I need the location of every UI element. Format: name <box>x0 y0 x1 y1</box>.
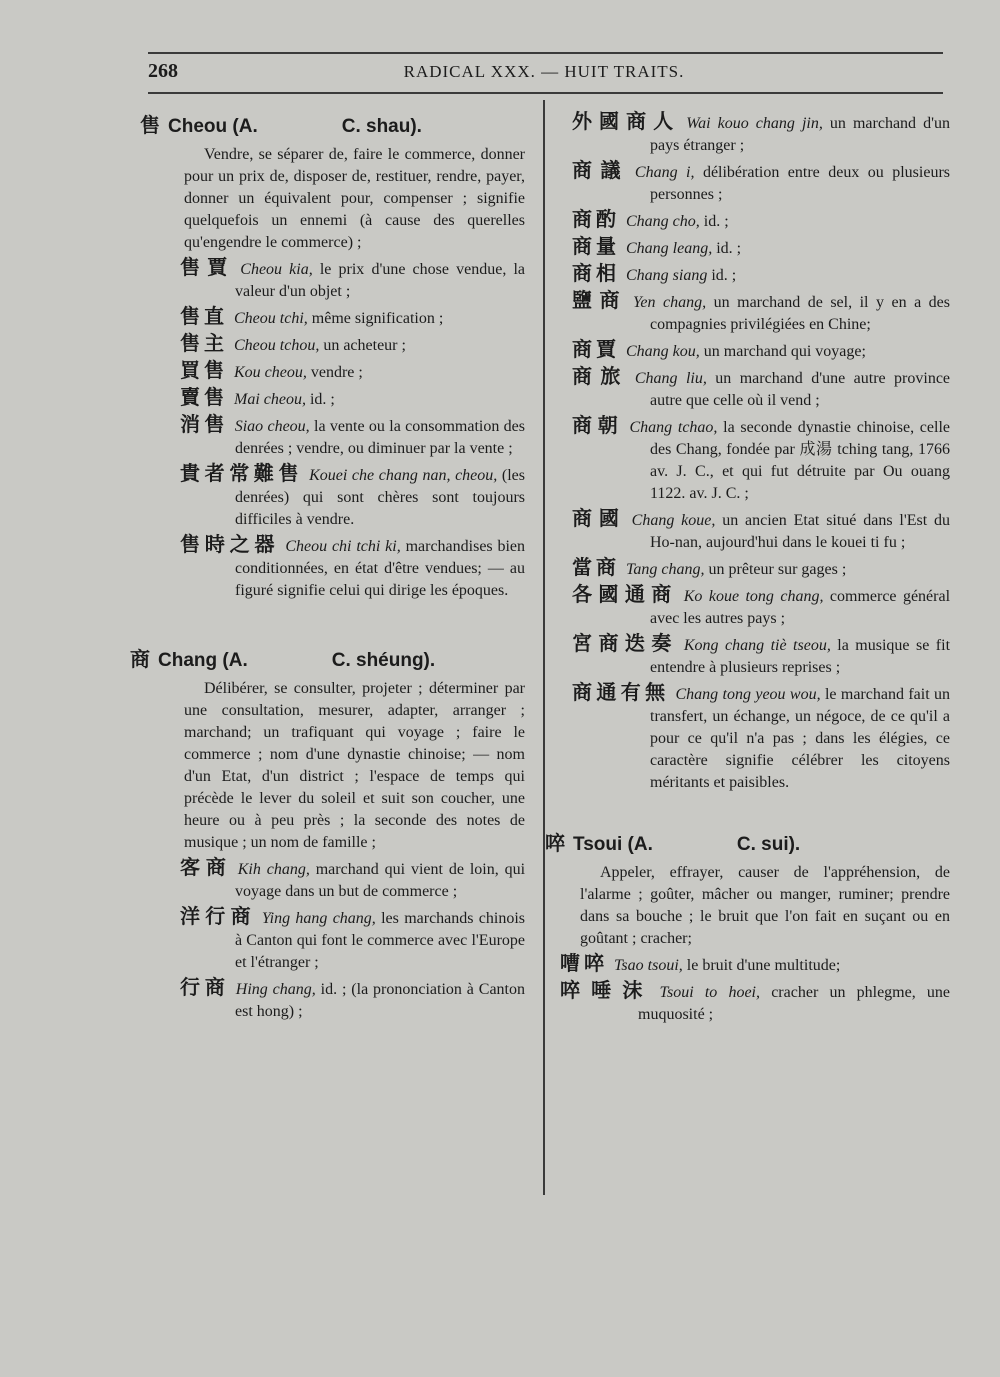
compound-romanization: Wai kouo chang jin, <box>686 115 823 132</box>
compound-characters: 商國 <box>572 506 626 530</box>
head-amoy: (A. <box>222 650 248 671</box>
compound-characters: 售時之器 <box>180 532 280 556</box>
page-number: 268 <box>148 60 178 82</box>
compound-entry <box>570 681 950 794</box>
entry-head-tsoui <box>545 832 950 856</box>
compound-romanization: Cheou kia, <box>240 261 313 278</box>
definition-tsoui: Appeler, effrayer, causer de l'appréhension, de l'alarme ; goûter, mâcher ou manger, ruminer; prendre dans sa bouche ; le bruit que l'on fait en suçant ou en goûtant ; cracher; <box>580 864 950 947</box>
compound-romanization: Chang siang <box>626 267 708 284</box>
compound-meaning: id. ; (la prononciation à Canton est hong) ; <box>235 981 526 1020</box>
compound-romanization: Tsoui to hoei, <box>659 984 761 1001</box>
compound-entry <box>570 110 950 157</box>
compound-entry <box>140 413 525 460</box>
compound-romanization: Chang leang, <box>626 240 713 257</box>
compound-entry <box>570 235 950 260</box>
compound-entry <box>570 262 950 287</box>
head-character: 啐 <box>545 831 565 855</box>
running-title: RADICAL XXX. — HUIT TRAITS. <box>403 62 685 81</box>
compound-meaning: id. ; <box>711 267 737 284</box>
compound-entry <box>570 338 950 363</box>
compound-meaning: la seconde dynastie chinoise, celle des Chang, fondée par 成湯 tching tang, 1766 av. J. C., et qui fut détruite par Ou ouang 1122. av. J. C. ; <box>650 419 950 502</box>
compound-entry <box>560 951 950 977</box>
head-character: 售 <box>140 113 160 137</box>
compound-entry <box>570 507 950 554</box>
spacer <box>140 604 525 642</box>
compound-characters: 商量 <box>572 234 620 258</box>
compound-characters: 商議 <box>572 158 629 182</box>
head-romanization: Chang <box>158 650 218 671</box>
compound-meaning: (les denrées) qui sont chères sont toujours difficiles à vendre. <box>235 467 526 528</box>
left-column <box>130 108 526 1025</box>
compound-romanization: Chang i, <box>634 164 695 181</box>
compound-characters: 洋行商 <box>180 904 256 928</box>
compound-entry <box>570 159 950 206</box>
compound-romanization: Cheou tchi, <box>234 310 308 327</box>
compound-characters: 買售 <box>180 358 228 382</box>
compound-romanization: Chang liu, <box>634 370 707 387</box>
compound-entry <box>570 556 950 581</box>
compound-meaning: le prix d'une chose vendue, la valeur d'un objet ; <box>235 261 526 300</box>
compound-romanization: Ying hang chang, <box>261 910 376 927</box>
compound-meaning: même signification ; <box>311 310 444 327</box>
compound-meaning: la vente ou la consommation des denrées ; vendre, ou diminuer par la vente ; <box>235 418 526 457</box>
compound-characters: 商賈 <box>572 337 620 361</box>
compound-meaning: commerce général avec les autres pays ; <box>650 588 951 627</box>
compound-romanization: Ko koue tong chang, <box>683 588 824 605</box>
compound-characters: 售主 <box>180 331 228 355</box>
compound-entry <box>140 386 525 411</box>
compound-characters: 賣售 <box>180 385 228 409</box>
compound-meaning: marchand qui vient de loin, qui voyage dans un but de commerce ; <box>235 861 526 900</box>
compound-entry <box>140 905 525 974</box>
compound-characters: 嘈啐 <box>560 951 608 975</box>
compound-entry <box>570 289 950 336</box>
right-column <box>545 108 951 1028</box>
compound-meaning: un acheteur ; <box>323 337 406 354</box>
entry-head-chang <box>130 648 525 672</box>
compound-characters: 售直 <box>180 304 228 328</box>
compound-entry <box>140 533 525 602</box>
compound-characters: 商旅 <box>572 364 629 388</box>
compound-meaning: délibération entre deux ou plusieurs personnes ; <box>650 164 951 203</box>
compound-meaning: un marchand d'une autre province autre que celle où il vend ; <box>650 370 951 409</box>
compound-entry <box>140 856 525 903</box>
compound-romanization: Chang tong yeou wou, <box>675 686 821 703</box>
compound-romanization: Chang cho, <box>626 213 700 230</box>
compound-romanization: Chang kou, <box>626 343 700 360</box>
compound-entry <box>560 978 951 1026</box>
compound-romanization: Tang chang, <box>626 561 705 578</box>
compound-romanization: Kouei che chang nan, cheou, <box>309 467 498 484</box>
compound-meaning: le bruit d'une multitude; <box>686 957 841 974</box>
compound-meaning: un prêteur sur gages ; <box>708 561 847 578</box>
compound-meaning: le marchand fait un transfert, un échange, un négoce, de ce qu'il a pour ce qu'il n'a pas ; dans les élégies, ce caractère signifie célébrer les citoyens méritants et paisibles. <box>650 686 951 791</box>
compound-romanization: Chang tchao, <box>629 419 718 436</box>
compound-meaning: id. ; <box>703 213 729 230</box>
compound-characters: 消售 <box>180 412 229 436</box>
head-cantonese: C. sui). <box>736 834 801 855</box>
definition-cheou: Vendre, se séparer de, faire le commerce, donner pour un prix de, disposer de, restituer, rendre, payer, donner un équivalent pour, compenser ; signifie quelquefois un ennemi (à cause des querelles qu'engendre le commerce) ; <box>184 146 525 251</box>
head-amoy: (A. <box>627 834 653 855</box>
head-cantonese: C. shéung). <box>331 650 436 671</box>
page-header <box>148 60 940 90</box>
compound-entry <box>570 365 950 412</box>
column-divider <box>543 100 545 1195</box>
head-romanization: Cheou <box>168 116 228 137</box>
compound-romanization: Tsao tsoui, <box>614 957 683 974</box>
compound-entry <box>570 208 950 233</box>
compound-meaning: un marchand qui voyage; <box>703 343 866 360</box>
compound-romanization: Chang koue, <box>631 512 716 529</box>
compound-romanization: Cheou chi tchi ki, <box>285 538 401 555</box>
head-amoy: (A. <box>232 116 258 137</box>
compound-entry <box>140 976 525 1023</box>
head-cantonese: C. shau). <box>341 116 422 137</box>
compound-characters: 商相 <box>572 261 620 285</box>
compound-characters: 各國通商 <box>572 582 678 606</box>
compound-characters: 啐唾沫 <box>560 978 654 1002</box>
compound-entry <box>570 414 950 505</box>
compound-meaning: vendre ; <box>310 364 363 381</box>
header-rule <box>148 92 943 94</box>
compound-characters: 售賈 <box>180 255 235 279</box>
compound-entry <box>140 359 525 384</box>
compound-characters: 貴者常難售 <box>180 461 304 485</box>
compound-meaning: cracher un phlegme, une muquosité ; <box>638 984 951 1023</box>
compound-characters: 商朝 <box>572 413 624 437</box>
compound-characters: 商酌 <box>572 207 620 231</box>
compound-entry <box>570 583 950 630</box>
compound-characters: 行商 <box>180 975 230 999</box>
compound-meaning: id. ; <box>309 391 335 408</box>
compound-meaning: id. ; <box>716 240 742 257</box>
compound-romanization: Kou cheou, <box>234 364 307 381</box>
compound-characters: 鹽商 <box>572 288 627 312</box>
compound-meaning: la musique se fit entendre à plusieurs reprises ; <box>650 637 951 676</box>
compound-meaning: marchandises bien conditionnées, en état d'être vendues; — au figuré signifie celui qui dirige les époques. <box>235 538 526 599</box>
definition-chang: Délibérer, se consulter, projeter ; déterminer par une consultation, mesurer, adapter, arranger ; marchand; un trafiquant qui voyage ; faire le commerce ; nom d'une dynastie chinoise; — nom d'un Etat, d'un district ; l'espace de temps qui précède le lever du soleil et suit son coucher, une heure ou à peu près ; la seconde des notes de musique ; un nom de famille ; <box>184 680 525 851</box>
compound-romanization: Mai cheou, <box>234 391 306 408</box>
compound-meaning: un marchand d'un pays étranger ; <box>650 115 950 154</box>
compound-characters: 宮商迭奏 <box>572 631 678 655</box>
compound-romanization: Siao cheou, <box>234 418 310 435</box>
compound-romanization: Hing chang, <box>235 981 316 998</box>
spacer <box>570 796 950 826</box>
compound-entry <box>140 305 525 330</box>
compound-entry <box>140 256 525 303</box>
compound-meaning: un marchand de sel, il y en a des compagnies privilégiées en Chine; <box>650 294 951 333</box>
compound-characters: 當商 <box>572 555 620 579</box>
compound-meaning: un ancien Etat situé dans l'Est du Ho-nan, aujourd'hui dans le kouei ti fu ; <box>650 512 950 551</box>
compound-romanization: Kong chang tiè tseou, <box>683 637 831 654</box>
compound-romanization: Yen chang, <box>633 294 707 311</box>
entry-head-cheou <box>140 114 525 138</box>
compound-entry <box>140 462 525 531</box>
compound-entry <box>570 632 950 679</box>
top-rule <box>148 52 943 54</box>
compound-characters: 外國商人 <box>572 109 681 133</box>
compound-meaning: les marchands chinois à Canton qui font le commerce avec l'Europe et l'étranger ; <box>235 910 526 971</box>
compound-characters: 商通有無 <box>572 680 670 704</box>
compound-entry <box>140 332 525 357</box>
compound-characters: 客商 <box>180 855 232 879</box>
compound-romanization: Cheou tchou, <box>234 337 320 354</box>
head-romanization: Tsoui <box>573 834 623 855</box>
head-character: 商 <box>130 647 150 671</box>
compound-romanization: Kih chang, <box>237 861 310 878</box>
